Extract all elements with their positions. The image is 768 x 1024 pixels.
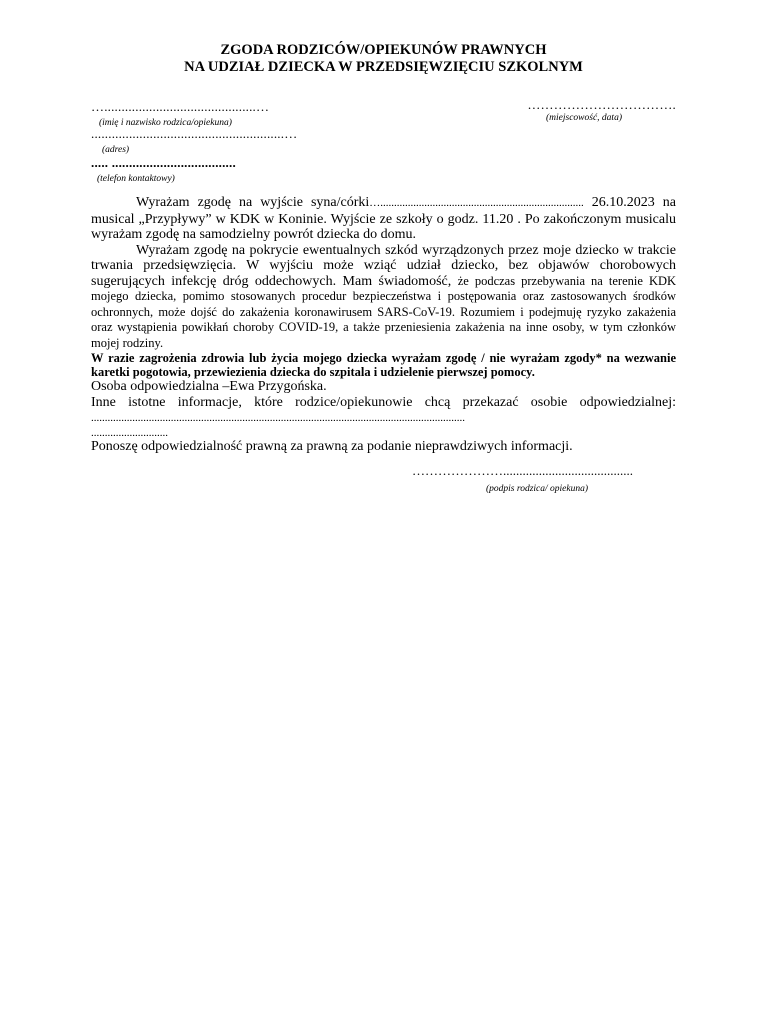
title-line-1: ZGODA RODZICÓW/OPIEKUNÓW PRAWNYCH [220, 42, 547, 58]
place-date-field[interactable]: ……………………………. [527, 97, 676, 112]
signature-field[interactable]: …………………........................................ [412, 463, 633, 478]
trip-details-text: 26.10.2023 na musical „Przypływy” w KDK w Koninie. Wyjście ze szkoły o godz. 11.20 . Po zakończonym musicalu wyrażam zgodę na samodzielny powrót dziecka do domu. [91, 195, 676, 242]
title-line-2: NA UDZIAŁ DZIECKA W PRZEDSIĘWZIĘCIU SZKOLNYM [184, 59, 583, 75]
other-info-field[interactable]: ........................................................................................................................................ [91, 412, 465, 424]
phone-field[interactable]: ..... .................................... [91, 155, 236, 170]
signature-caption: (podpis rodzica/ opiekuna) [486, 484, 589, 494]
phone-caption: (telefon kontaktowy) [97, 174, 175, 184]
parent-name-field[interactable]: …............................................… [91, 99, 270, 114]
name-place-caption-row [91, 112, 676, 128]
paragraph-damages-consent [91, 243, 676, 352]
address-caption: (adres) [102, 145, 130, 155]
name-place-row [91, 98, 676, 112]
other-info-paragraph [91, 395, 676, 427]
damages-text: Wyrażam zgodę na pokrycie ewentualnych szkód wyrządzonych przez moje dziecko w trakcie trwania przedsięwzięcia. W wyjściu może wziąć udział dziecko, bez objawów chorobowych sugerujących infekcję dróg oddechowych. Mam świadomość, [91, 242, 676, 289]
phone-row [91, 154, 676, 168]
document-title [91, 42, 676, 76]
phone-caption-row [91, 168, 676, 184]
address-row [91, 125, 676, 139]
trip-consent-text: Wyrażam zgodę na wyjście syna/córki [136, 195, 370, 210]
address-caption-row [91, 139, 676, 155]
address-field[interactable]: ........................................................… [91, 126, 298, 141]
other-info-label: Inne istotne informacje, które rodzice/opiekunowie chcą przekazać osobie odpowiedzialnej: [91, 394, 676, 410]
emergency-consent: W razie zagrożenia zdrowia lub życia mojego dziecka wyrażam zgodę / nie wyrażam zgody* na wezwanie karetki pogotowia, przewiezienia dziecka do szpitala i udzielenie pierwszej pomocy. [91, 351, 676, 379]
other-info-field-continued[interactable]: ............................ [91, 426, 168, 439]
parent-name-caption: (imię i nazwisko rodzica/opiekuna) [99, 118, 232, 128]
covid-risk-text: że podczas przebywania na terenie KDK mojego dziecka, pomimo stosowanych procedur bezpieczeństwa i postępowania oraz zastosowanych środków ochronnych, może dojść do zakażenia koronawirusem SARS-CoV-19. Rozumiem i podejmuję ryzyko zakażenia oraz wystąpienia powikłań choroby COVID-19, a także przeniesienia zakażenia na inne osoby, w tym członków mojej rodziny. [91, 273, 677, 350]
child-name-field[interactable]: ….......................................................................... [369, 197, 584, 209]
responsible-person: Osoba odpowiedzialna –Ewa Przygońska. [91, 379, 327, 394]
place-date-caption: (miejscowość, data) [546, 113, 622, 123]
consent-form-page [91, 42, 676, 454]
liability-statement: Ponoszę odpowiedzialność prawną za prawną za podanie nieprawdziwych informacji. [91, 438, 573, 454]
paragraph-trip-consent [91, 195, 676, 243]
